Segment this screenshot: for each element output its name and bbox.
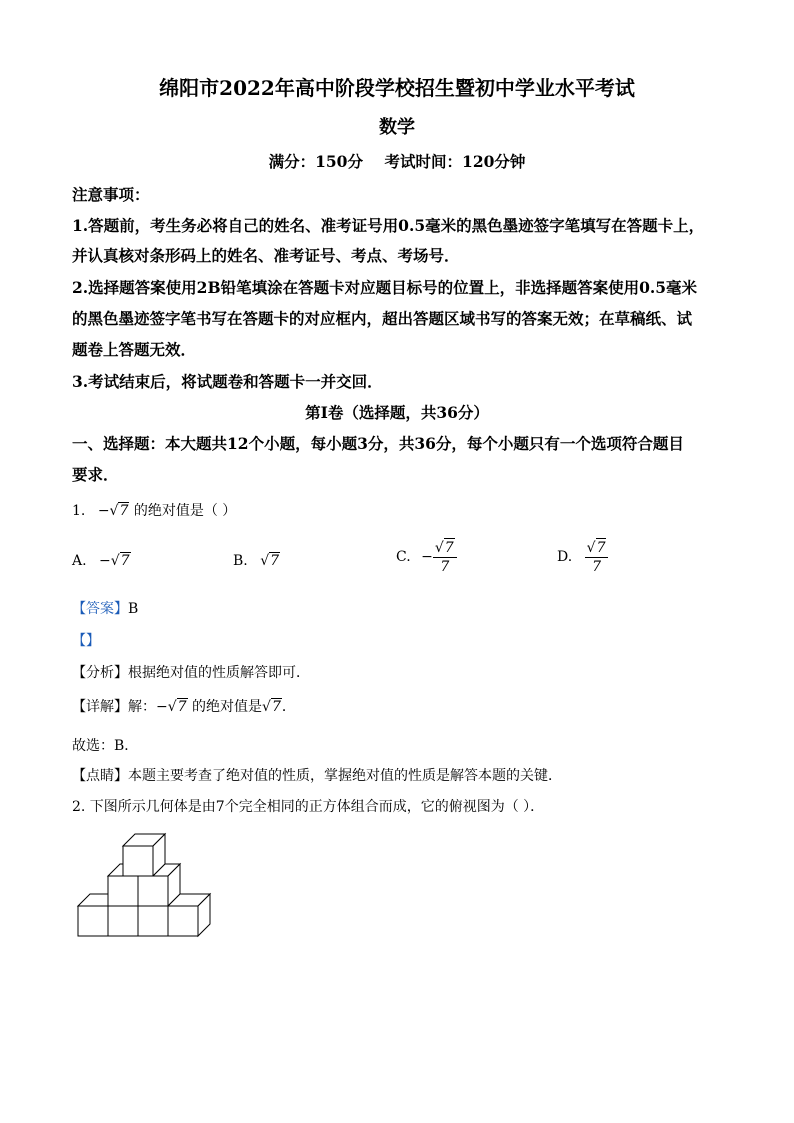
analysis-line: 【分析】根据绝对值的性质解答即可． [72,665,310,681]
score-time: 满分：150分 考试时间：120分钟 [268,152,526,171]
note-line-6: 3.考试结束后，将试题卷和答题卡一并交回． [72,372,383,391]
notes-heading: 注意事项： [72,185,150,204]
cube-figure [70,826,220,938]
empty-tag: 【】 [72,633,100,649]
option-b: B. √7 [233,553,280,569]
note-line-5: 题卷上答题无效． [72,340,197,359]
section-heading: 第Ⅰ卷（选择题，共36分） [305,403,489,422]
note-line-2: 并认真核对条形码上的姓名、准考证号、考点、考场号． [72,246,460,265]
q1-number: 1. [72,503,86,519]
note-line-3: 2.选择题答案使用2B铅笔填涂在答题卡对应题目标号的位置上，非选择题答案使用0.5毫米 [72,278,698,297]
section-intro-1: 一、选择题：本大题共12个小题，每小题3分，共36分，每个小题只有一个选项符合题目 [72,434,684,453]
note-line-1: 1.答题前，考生务必将自己的姓名、准考证号用0.5毫米的黑色墨迹签字笔填写在答题卡上， [72,216,705,235]
q2-stem: 2. 下图所示几何体是由7个完全相同的正方体组合而成，它的俯视图为（ ）． [72,799,545,815]
detail-line: 【详解】解：−√7 的绝对值是√7． [72,699,296,715]
minus-sign: − [97,503,110,519]
note-line-4: 的黑色墨迹签字笔书写在答题卡的对应框内，超出答题区域书写的答案无效；在草稿纸、试 [72,309,693,328]
subject-title: 数学 [379,117,415,138]
comment-line: 【点睛】本题主要考查了绝对值的性质，掌握绝对值的性质是解答本题的关键． [72,768,562,784]
exam-title: 绵阳市2022年高中阶段学校招生暨初中学业水平考试 [159,76,635,100]
option-c: C. − $\frac{√7}{7}$ [396,538,457,576]
option-a: A. −√7 [72,553,130,569]
choice-line: 故选：B． [72,738,139,754]
option-d: D. $\frac{√7}{7}$ [557,538,608,576]
sqrt-expression: √7 [109,503,129,519]
section-intro-2: 要求． [72,465,119,484]
answer-line: 【答案】B [72,601,139,617]
q1-stem [72,500,236,520]
q1-stem-tail: 的绝对值是（ ） [133,503,237,519]
